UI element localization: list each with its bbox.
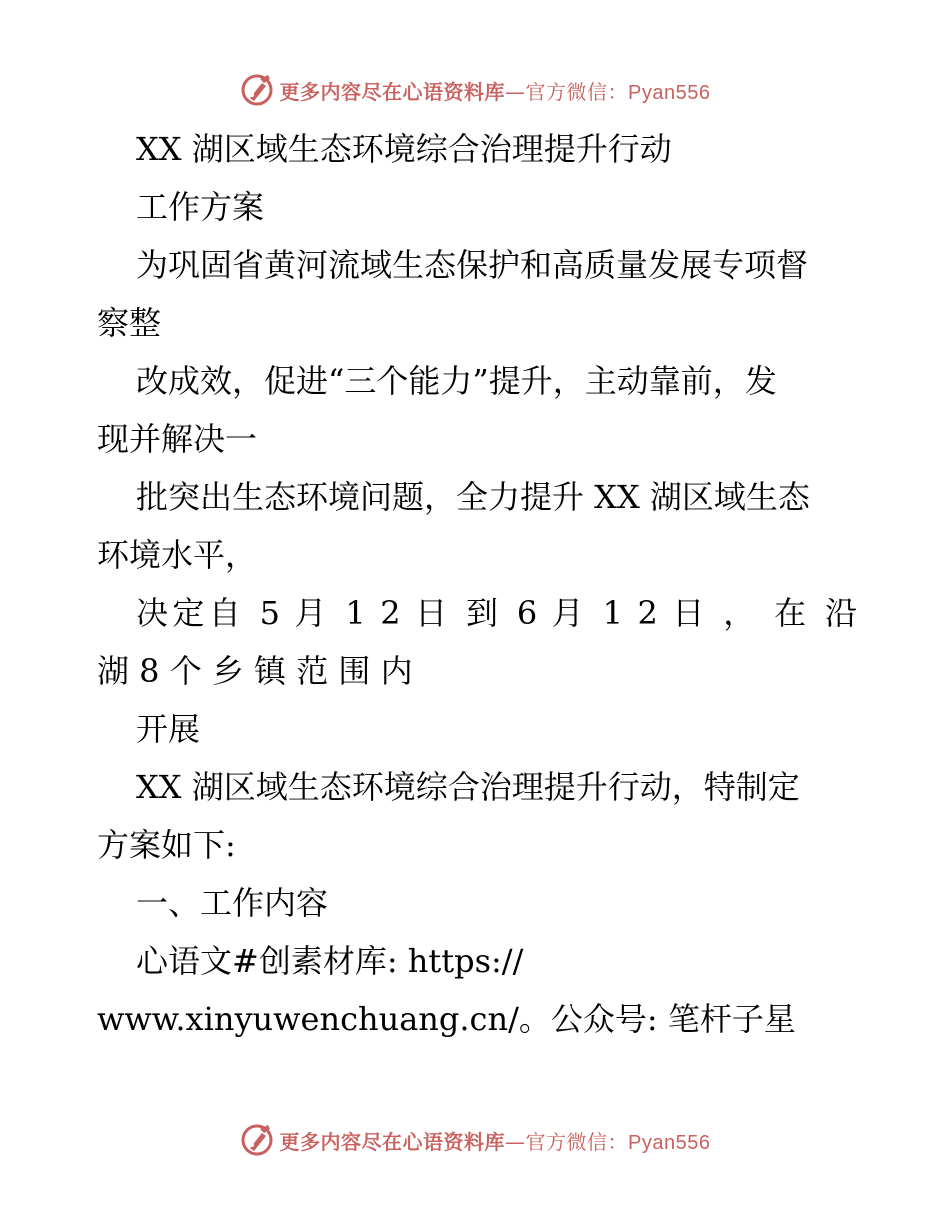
footer-banner — [0, 1120, 950, 1160]
pen-logo-icon — [240, 1123, 274, 1157]
banner-separator: — — [505, 79, 526, 104]
footer-banner-inner — [240, 1123, 711, 1157]
banner-site-name: 更多内容尽在心语资料库 — [279, 79, 506, 104]
source-url-line: www.xinyuwenchuang.cn/。公众号: 笔杆子星 — [97, 1000, 796, 1038]
paragraph-line: 改成效，促进“三个能力”提升，主动靠前，发 — [136, 362, 777, 400]
banner-wechat-id: Pyan556 — [628, 81, 711, 104]
document-body — [97, 120, 857, 1048]
pen-logo-icon — [240, 73, 274, 107]
paragraph-line: 批突出生态环境问题，全力提升 XX 湖区域生态 — [136, 478, 810, 516]
banner-contact-label: 官方微信： — [525, 1129, 629, 1154]
banner-separator: — — [505, 1129, 526, 1154]
banner-contact-label: 官方微信： — [525, 79, 629, 104]
paragraph-line: XX 湖区域生态环境综合治理提升行动，特制定 — [136, 768, 800, 806]
source-line: 心语文#创素材库: https:// — [136, 942, 524, 980]
paragraph-line: 察整 — [97, 304, 162, 342]
paragraph-line: 为巩固省黄河流域生态保护和高质量发展专项督 — [136, 246, 809, 284]
paragraph-line: 环境水平， — [97, 536, 258, 574]
header-banner — [0, 70, 950, 110]
paragraph-line: 开展 — [136, 710, 201, 748]
paragraph-line: 方案如下: — [97, 826, 236, 864]
banner-site-name: 更多内容尽在心语资料库 — [279, 1129, 506, 1154]
paragraph-line: 湖 8 个 乡 镇 范 围 内 — [97, 652, 413, 690]
document-title-line: XX 湖区域生态环境综合治理提升行动 — [136, 130, 672, 168]
paragraph-line: 决定自 5 月 1 2 日 到 6 月 1 2 日 ， 在 沿 — [136, 594, 857, 632]
section-heading: 一、工作内容 — [136, 884, 329, 922]
document-subtitle-line: 工作方案 — [136, 188, 265, 226]
paragraph-line: 现并解决一 — [97, 420, 258, 458]
banner-text — [280, 76, 711, 105]
banner-wechat-id: Pyan556 — [628, 1131, 711, 1154]
banner-text — [280, 1126, 711, 1155]
header-banner-inner — [240, 73, 711, 107]
